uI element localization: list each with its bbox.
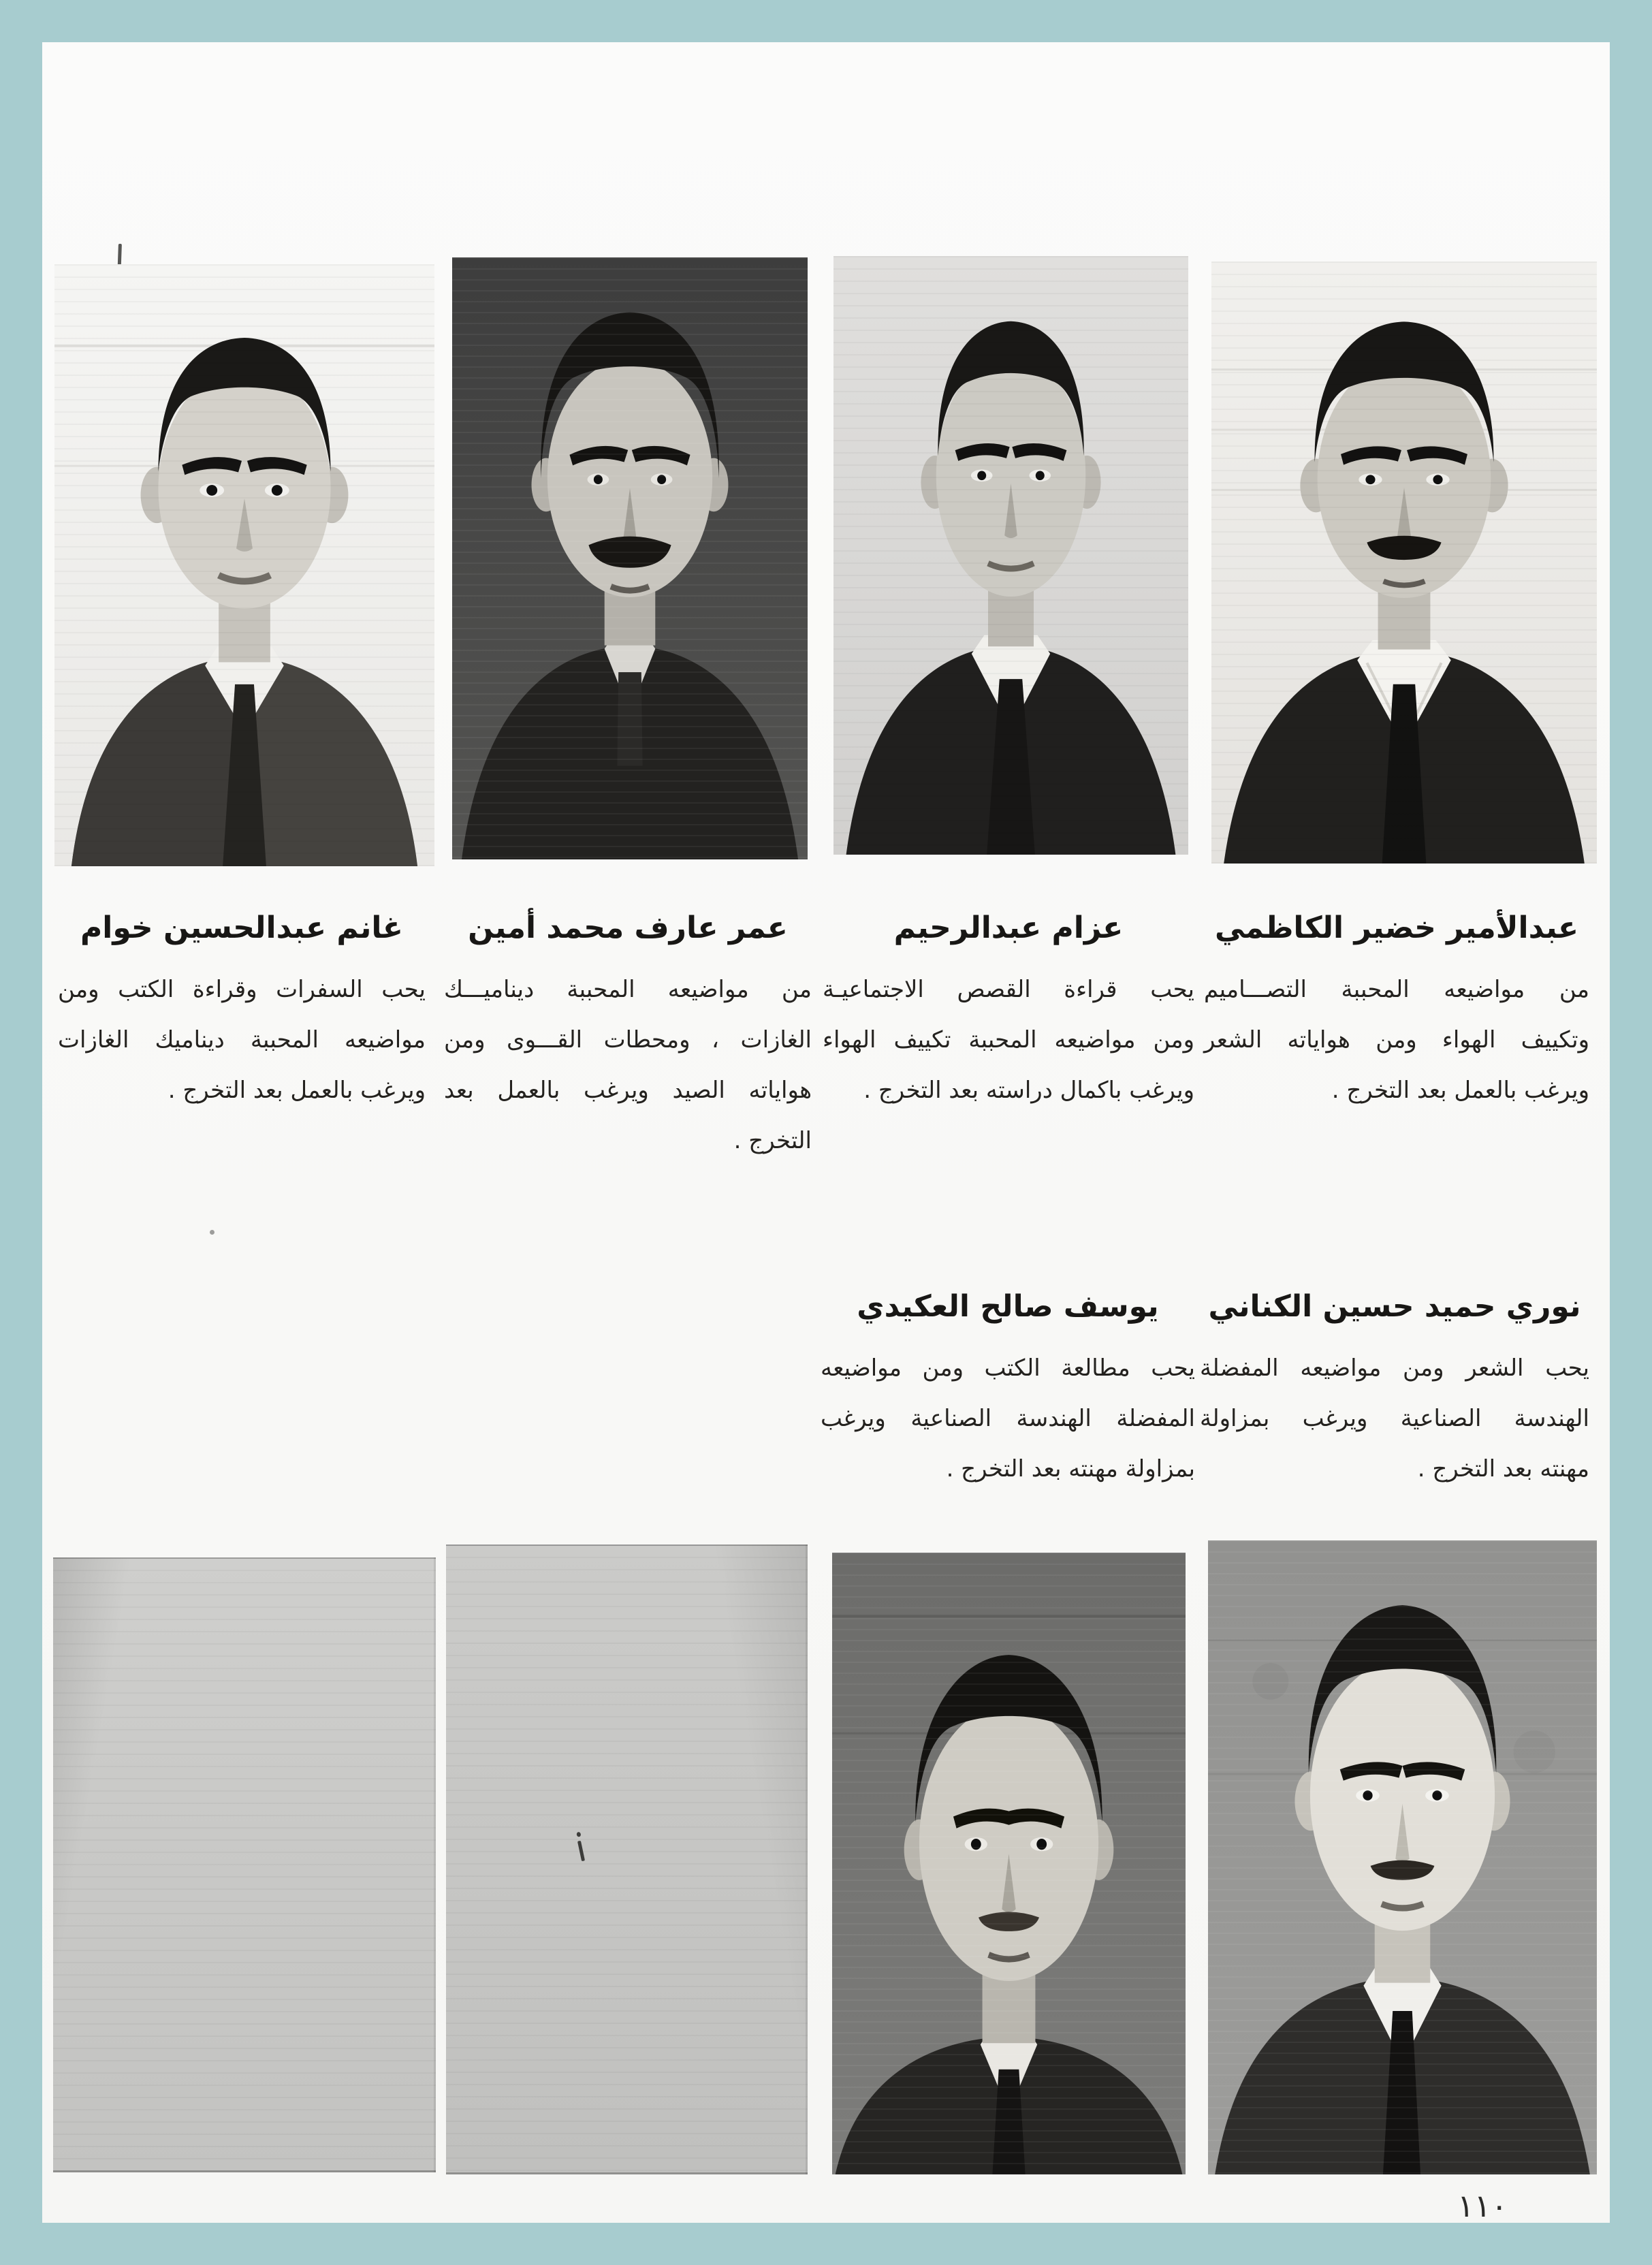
- bio-line: من مواضيعه المحببة التصـــاميم: [1204, 976, 1589, 1003]
- student-bio: [821, 1343, 1195, 1494]
- student-bio: [1204, 964, 1589, 1115]
- bio-line: المفضلة الهندسة الصناعية ويرغب: [821, 1405, 1195, 1432]
- student-photo-azzam: [833, 256, 1188, 855]
- bio-line: من مواضيعه المحببة ديناميـــك: [444, 976, 812, 1003]
- student-profile-nouri: [1200, 1286, 1589, 1494]
- portrait-illustration: [1208, 1540, 1597, 2174]
- student-photo-ghanim: [54, 264, 434, 866]
- bio-line: هواياته الصيد ويرغب بالعمل بعد: [444, 1077, 812, 1104]
- blank-photo-right: [446, 1545, 808, 2174]
- bio-line: ومن مواضيعه المحببة تكييف الهواء: [823, 1026, 1194, 1054]
- bio-line: التخرج .: [733, 1127, 812, 1154]
- student-profile-azzam: [823, 907, 1194, 1115]
- student-name: عبدالأمير خضير الكاظمي: [1214, 910, 1579, 945]
- student-photo-omar: [452, 257, 808, 859]
- student-name: عمر عارف محمد أمين: [468, 910, 788, 945]
- blank-photo-left: [53, 1557, 436, 2172]
- bio-line: ويرغب بالعمل بعد التخرج .: [1331, 1077, 1589, 1104]
- student-bio: [823, 964, 1194, 1115]
- student-bio: [1200, 1343, 1589, 1494]
- portrait-illustration: [1211, 262, 1597, 864]
- bio-line: بمزاولة مهنته بعد التخرج .: [946, 1455, 1195, 1483]
- student-profile-ghanim: [58, 907, 426, 1115]
- portrait-illustration: [833, 256, 1188, 855]
- bio-line: يحب مطالعة الكتب ومن مواضيعه: [821, 1355, 1195, 1382]
- portrait-illustration: [54, 264, 434, 866]
- scan-speck: [210, 1230, 215, 1235]
- student-name: يوسف صالح العكيدي: [857, 1289, 1159, 1324]
- student-name: غانم عبدالحسين خوام: [80, 910, 403, 945]
- bio-line: وتكييف الهواء ومن هواياته الشعر: [1204, 1026, 1589, 1054]
- bio-line: يحب الشعر ومن مواضيعه المفضلة: [1200, 1355, 1589, 1382]
- student-name: عزام عبدالرحيم: [893, 910, 1124, 945]
- student-name: نوري حميد حسين الكناني: [1208, 1289, 1581, 1324]
- page-number: ١١٠: [1457, 2187, 1508, 2224]
- bio-line: يحب قراءة القصص الاجتماعيـة: [823, 976, 1194, 1003]
- student-bio: [444, 964, 812, 1166]
- bio-line: مواضيعه المحببة ديناميك الغازات: [58, 1026, 426, 1054]
- bio-line: مهنته بعد التخرج .: [1417, 1455, 1589, 1483]
- scan-scratch-mark: [577, 1841, 585, 1861]
- student-photo-yousef: [832, 1553, 1186, 2174]
- student-photo-nouri: [1208, 1540, 1597, 2174]
- student-profile-abdulamir: [1204, 907, 1589, 1115]
- student-profile-yousef: [821, 1286, 1195, 1494]
- bio-line: الهندسة الصناعية ويرغب بمزاولة: [1200, 1405, 1589, 1432]
- bio-line: ويرغب بالعمل بعد التخرج .: [168, 1077, 426, 1104]
- bio-line: الغازات ، ومحطات القـــوى ومن: [444, 1026, 812, 1054]
- student-profile-omar: [444, 907, 812, 1166]
- student-photo-abdulamir: [1211, 262, 1597, 864]
- bio-line: يحب السفرات وقراءة الكتب ومن: [58, 976, 426, 1003]
- student-bio: [58, 964, 426, 1115]
- portrait-illustration: [452, 257, 808, 859]
- portrait-illustration: [832, 1553, 1186, 2174]
- bio-line: ويرغب باكمال دراسته بعد التخرج .: [863, 1077, 1194, 1104]
